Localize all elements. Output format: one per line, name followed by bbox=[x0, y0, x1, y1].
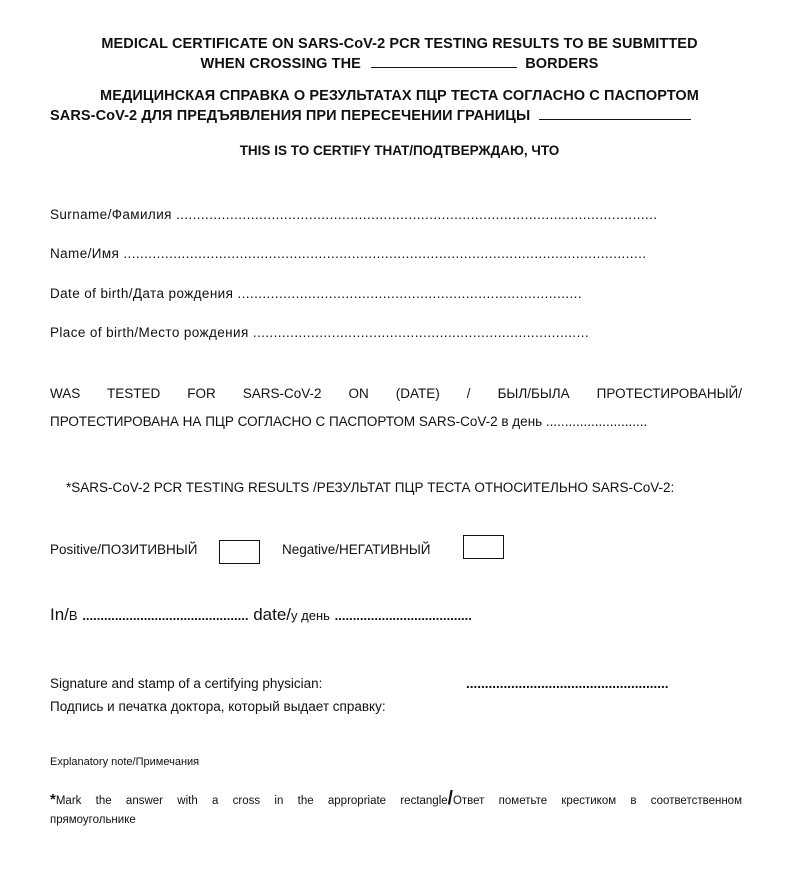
date-label-ru: у день bbox=[291, 608, 330, 623]
title-ru-line2 bbox=[50, 108, 691, 124]
in-label-ru: В bbox=[68, 608, 78, 623]
date-dots-field[interactable]: ...................................... bbox=[334, 608, 472, 623]
title-en-line2 bbox=[0, 56, 799, 72]
title-en-line1: MEDICAL CERTIFICATE ON SARS-CoV-2 PCR TESTING RESULTS TO BE SUBMITTED bbox=[101, 36, 698, 52]
place-dots-field[interactable]: .............................................. bbox=[82, 608, 249, 623]
mark-note-en: Mark the answer with a cross in the appropriate rectangle bbox=[55, 795, 448, 807]
place-date-line bbox=[50, 605, 472, 625]
positive-checkbox[interactable] bbox=[219, 540, 260, 564]
negative-label: Negative/НЕГАТИВНЫЙ bbox=[282, 542, 431, 557]
note-asterisk: * bbox=[50, 791, 56, 808]
positive-label: Positive/ПОЗИТИВНЫЙ bbox=[50, 542, 198, 557]
tested-statement-line1: WAS TESTED FOR SARS-CoV-2 ON (DATE) / БЫЛ/БЫЛА ПРОТЕСТИРОВАНЫЙ/ bbox=[50, 386, 742, 401]
certify-heading: THIS IS TO CERTIFY THAT/ПОДТВЕРЖДАЮ, ЧТО bbox=[239, 143, 560, 158]
title-ru-line1: МЕДИЦИНСКАЯ СПРАВКА О РЕЗУЛЬТАТАХ ПЦР ТЕСТА СОГЛАСНО С ПАСПОРТОМ bbox=[100, 88, 699, 104]
country-blank-line[interactable] bbox=[371, 56, 517, 68]
note-slash: / bbox=[447, 788, 453, 809]
border-blank-line[interactable] bbox=[539, 108, 691, 120]
title-en-borders: BORDERS bbox=[525, 56, 599, 72]
signature-dots-field[interactable]: ...................................................... bbox=[466, 676, 669, 691]
title-ru-border: SARS-CoV-2 ДЛЯ ПРЕДЪЯВЛЕНИЯ ПРИ ПЕРЕСЕЧЕНИИ ГРАНИЦЫ bbox=[50, 108, 531, 124]
date-label: date/ bbox=[253, 605, 292, 624]
negative-checkbox[interactable] bbox=[463, 535, 504, 559]
tested-statement-line2[interactable]: ПРОТЕСТИРОВАНА НА ПЦР СОГЛАСНО С ПАСПОРТОМ SARS-CoV-2 в день ........................... bbox=[50, 414, 648, 429]
mark-note-line2: прямоугольнике bbox=[50, 814, 136, 826]
title-en-crossing: WHEN CROSSING THE bbox=[200, 56, 361, 72]
results-heading: *SARS-CoV-2 PCR TESTING RESULTS /РЕЗУЛЬТАТ ПЦР ТЕСТА ОТНОСИТЕЛЬНО SARS-CoV-2: bbox=[66, 480, 675, 495]
in-label: In/ bbox=[50, 605, 69, 624]
signature-label-ru: Подпись и печатка доктора, который выдает справку: bbox=[50, 699, 386, 714]
date-of-birth-field[interactable]: Date of birth/Дата рождения ................................................................................... bbox=[50, 286, 582, 301]
name-field[interactable]: Name/Имя .............................................................................................................................. bbox=[50, 246, 647, 261]
signature-label-en: Signature and stamp of a certifying physician: bbox=[50, 676, 323, 691]
place-of-birth-field[interactable]: Place of birth/Место рождения ................................................................................. bbox=[50, 325, 590, 340]
mark-note-ru: Ответ пометьте крестиком в соответственном bbox=[452, 795, 742, 807]
mark-note-line1 bbox=[50, 788, 742, 810]
surname-field[interactable]: Surname/Фамилия .................................................................................................................... bbox=[50, 207, 658, 222]
explanatory-note-heading: Explanatory note/Примечания bbox=[50, 756, 200, 768]
